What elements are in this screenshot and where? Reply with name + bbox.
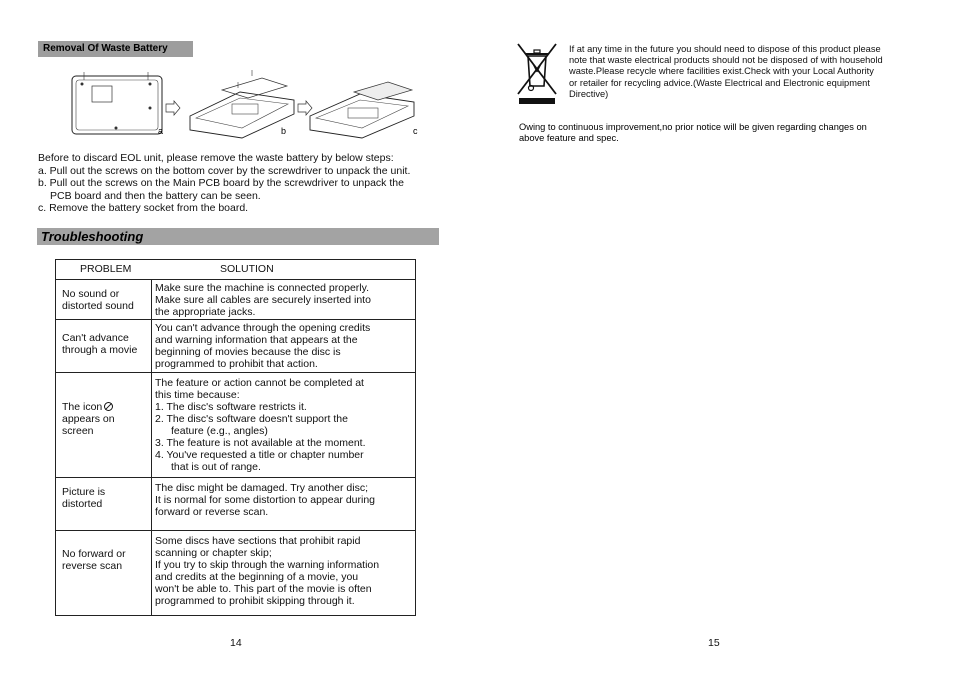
prohibited-icon <box>104 402 113 411</box>
table-header <box>56 260 415 280</box>
improvement-notice: Owing to continuous improvement,no prior notice will be given regarding changes on above feature and spec. <box>519 122 867 144</box>
problem-cell: The icon appears on screen <box>62 401 115 437</box>
header-problem: PROBLEM <box>80 263 132 275</box>
table-row <box>56 478 415 531</box>
problem-cell: No forward or reverse scan <box>62 548 126 572</box>
step-c: c. Remove the battery socket from the board. <box>38 202 249 214</box>
battery-removal-illustration <box>62 64 447 142</box>
troubleshooting-title: Troubleshooting <box>37 228 439 245</box>
battery-removal-steps <box>38 152 468 215</box>
solution-cell: The feature or action cannot be completed at this time because: 1. The disc's software restricts it. 2. The disc's software doesn't support the feature (e.g., angles) 3. The feature is not available at the moment. 4. You've requested a title or chapter number that is out of range. <box>155 377 366 473</box>
table-row <box>56 320 415 373</box>
problem-cell: No sound or distorted sound <box>62 288 134 312</box>
problem-cell: Picture is distorted <box>62 486 106 510</box>
steps-intro: Before to discard EOL unit, please remove the waste battery by below steps: <box>38 152 394 164</box>
solution-cell: Some discs have sections that prohibit rapid scanning or chapter skip; If you try to skip through the warning information and credits at the beginning of a movie, you won't be able to. This part of the movie is often programmed to prohibit skipping through it. <box>155 535 380 607</box>
page-number-right: 15 <box>708 637 720 649</box>
step-a: a. Pull out the screws on the bottom cover by the screwdriver to unpack the unit. <box>38 164 411 177</box>
step-b-continued: PCB board and then the battery can be seen. <box>50 189 261 202</box>
figure-label-c: c <box>413 126 418 136</box>
weee-bar <box>519 98 555 104</box>
troubleshooting-table <box>55 259 416 616</box>
table-row <box>56 373 415 478</box>
header-solution: SOLUTION <box>220 263 274 275</box>
disposal-notice: If at any time in the future you should need to dispose of this product please note that waste electrical products should not be disposed of with household waste.Please recycle where facilities exist.Check with your Local Authority or retailer for recycling advice.(Waste Electrical and Electronic equipment Directive) <box>569 44 883 99</box>
figure-label-b: b <box>281 126 287 136</box>
weee-crossed-bin-icon <box>516 42 558 104</box>
step-b: b. Pull out the screws on the Main PCB board by the screwdriver to unpack the <box>38 177 404 189</box>
problem-cell: Can't advance through a movie <box>62 332 138 356</box>
solution-cell: The disc might be damaged. Try another disc; It is normal for some distortion to appear during forward or reverse scan. <box>155 482 376 518</box>
solution-cell: You can't advance through the opening credits and warning information that appears at the beginning of movies because the disc is programmed to prohibit that action. <box>155 322 371 370</box>
figure-label-a: a <box>158 126 164 136</box>
solution-cell: Make sure the machine is connected properly. Make sure all cables are securely inserted into the appropriate jacks. <box>155 282 371 318</box>
removal-section-title: Removal Of Waste Battery <box>38 41 193 57</box>
table-row <box>56 531 415 615</box>
table-row <box>56 280 415 320</box>
page-number-left: 14 <box>230 637 242 649</box>
